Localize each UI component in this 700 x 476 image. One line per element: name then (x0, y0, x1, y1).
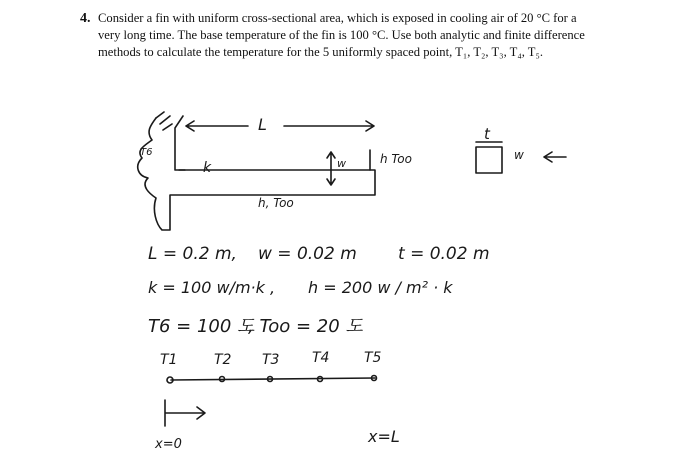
given-tinf: , Too = 20 도 (248, 316, 363, 337)
label-length: L (258, 115, 267, 134)
label-k: k (203, 160, 212, 176)
node-label-t4: T4 (312, 350, 330, 366)
question-number: 4. (80, 11, 91, 26)
cross-section-w-arrow (544, 152, 566, 162)
label-x-end: x=L (368, 427, 400, 446)
length-arrow-right (284, 121, 374, 131)
given-h: h = 200 w / m² · k (308, 278, 453, 297)
node-label-t3: T3 (262, 352, 280, 368)
label-h-bottom: h, Too (258, 196, 294, 210)
given-t: t = 0.02 m (398, 244, 490, 264)
given-w: w = 0.02 m (258, 244, 357, 264)
label-x-start: x=0 (155, 437, 182, 452)
width-arrow (327, 152, 335, 185)
label-t6: T6 (140, 147, 153, 158)
label-w: w (337, 157, 346, 170)
wall-hatch (156, 112, 172, 130)
node-label-t2: T2 (214, 352, 232, 368)
given-k: k = 100 w/m·k , (148, 278, 276, 297)
label-w-side: w (514, 148, 524, 162)
node-label-t1: T1 (160, 352, 178, 368)
cross-section-square (476, 147, 502, 173)
node-label-t5: T5 (364, 350, 382, 366)
question-text: Consider a fin with uniform cross-sectional area, which is exposed in cooling air of 20 °C for a very long time. The base temperature of the fin is 100 °C. Use both analytic and finite difference methods to calculate the temperature for the 5 uniformly spaced point, T₁, T₂, T₃, T₄, T₅. (98, 11, 585, 59)
label-h-top: h Too (380, 152, 412, 166)
length-arrow-left (186, 121, 248, 131)
given-L: L = 0.2 m, (148, 244, 237, 264)
given-t6: T6 = 100 도 (148, 316, 255, 337)
x-direction-arrow (165, 400, 205, 426)
base-wall-outline (138, 116, 375, 230)
label-thickness: t (484, 125, 490, 143)
